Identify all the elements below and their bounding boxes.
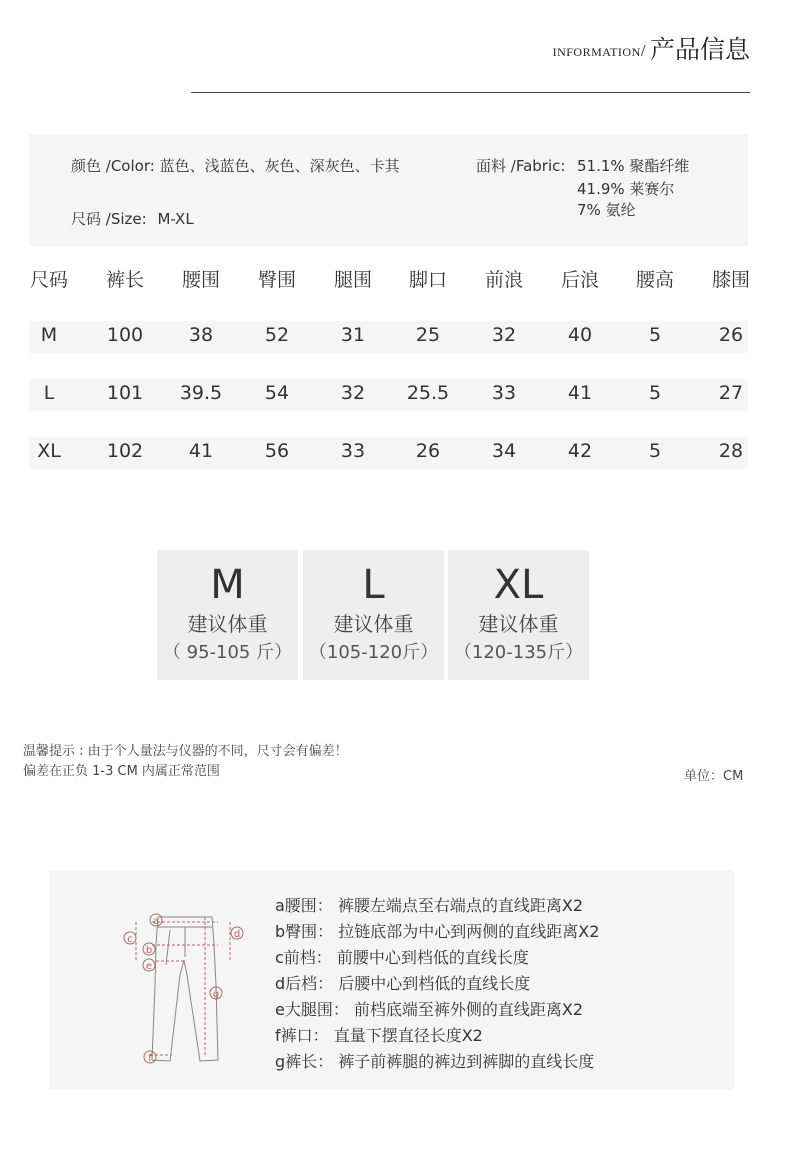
fabric-label: 面料 /Fabric:: [476, 157, 566, 175]
table-header-cell: 后浪: [560, 269, 599, 291]
marker-c-label: c: [127, 934, 133, 945]
color-value: 蓝色、浅蓝色、灰色、深灰色、卡其: [159, 157, 400, 175]
table-cell: 40: [567, 324, 593, 346]
size-value: M-XL: [157, 210, 194, 228]
table-cell: 41: [567, 382, 593, 404]
marker-f-label: f: [148, 1053, 152, 1064]
table-cell: 41: [188, 440, 214, 462]
table-cell: 100: [106, 324, 144, 346]
table-header-cell: 前浪: [484, 269, 523, 291]
measurement-item: d后档： 后腰中心到档低的直线长度: [275, 974, 531, 993]
table-header-cell: 腿围: [333, 269, 372, 291]
card-range: （120-135斤）: [453, 642, 584, 663]
table-cell: 54: [264, 382, 290, 404]
table-cell: 52: [264, 324, 290, 346]
measurement-item: b臀围： 拉链底部为中心到两侧的直线距离X2: [275, 922, 600, 941]
table-cell: M: [40, 324, 58, 346]
measurement-item: g裤长： 裤子前裤腿的裤边到裤脚的直线长度: [275, 1052, 595, 1071]
marker-g-label: g: [212, 989, 220, 1000]
table-cell: 26: [718, 324, 744, 346]
table-cell: 33: [491, 382, 517, 404]
table-cell: 5: [648, 382, 662, 404]
table-cell: XL: [37, 440, 61, 462]
table-cell: 32: [491, 324, 517, 346]
table-cell: 25.5: [406, 382, 450, 404]
section-title: [553, 30, 750, 66]
unit-label: 单位：CM: [684, 769, 744, 784]
color-label: 颜色 /Color:: [71, 157, 155, 175]
table-cell: 27: [718, 382, 744, 404]
measurement-item: a腰围： 裤腰左端点至右端点的直线距离X2: [275, 896, 584, 915]
card-label: 建议体重: [478, 612, 559, 636]
table-cell: 101: [106, 382, 144, 404]
section-title-cn: 产品信息: [649, 35, 750, 64]
weight-card-m: [157, 550, 298, 680]
marker-b-label: b: [145, 945, 153, 956]
table-cell: 32: [340, 382, 366, 404]
measurement-item: e大腿围： 前档底端至裤外侧的直线距离X2: [275, 1000, 584, 1019]
table-cell: 28: [718, 440, 744, 462]
table-cell: 26: [415, 440, 441, 462]
table-cell: 33: [340, 440, 366, 462]
weight-card-xl: [448, 550, 589, 680]
table-header-cell: 臀围: [257, 269, 296, 291]
card-range: （ 95-105 斤）: [162, 642, 293, 663]
card-size: XL: [493, 562, 544, 608]
note-line-2: 偏差在正负 1-3 CM 内属正常范围: [23, 764, 220, 779]
table-header-cell: 腰高: [635, 269, 674, 291]
section-title-en: information/: [552, 41, 646, 60]
table-cell: 56: [264, 440, 290, 462]
card-size: L: [362, 562, 385, 608]
table-cell: 38: [188, 324, 214, 346]
table-header-cell: 脚口: [408, 269, 447, 291]
table-cell: 5: [648, 440, 662, 462]
marker-d-label: d: [233, 929, 241, 940]
fabric-value: 41.9% 莱赛尔: [577, 180, 675, 198]
fabric-value: 7% 氨纶: [577, 201, 636, 219]
card-label: 建议体重: [333, 612, 414, 636]
table-cell: 31: [340, 324, 366, 346]
card-range: （105-120斤）: [308, 642, 439, 663]
table-cell: 39.5: [179, 382, 223, 404]
size-row: [71, 208, 194, 229]
table-cell: 5: [648, 324, 662, 346]
marker-e-label: e: [145, 961, 153, 972]
measurement-item: c前档： 前腰中心到档低的直线长度: [275, 948, 529, 967]
pants-diagram: [100, 905, 270, 1075]
table-header-cell: 裤长: [105, 269, 144, 291]
table-cell: 25: [415, 324, 441, 346]
size-label: 尺码 /Size:: [71, 210, 147, 228]
table-header-cell: 膝围: [711, 269, 750, 291]
table-header-cell: 腰围: [181, 269, 220, 291]
weight-card-l: [303, 550, 444, 680]
header-divider: [191, 92, 750, 93]
note-line-1: 温馨提示 : 由于个人量法与仪器的不同，尺寸会有偏差！: [23, 744, 348, 759]
table-cell: L: [43, 382, 55, 404]
color-row: [71, 155, 400, 176]
pocket-line: [166, 930, 170, 965]
table-cell: 102: [106, 440, 144, 462]
table-header-cell: 尺码: [29, 269, 68, 291]
card-label: 建议体重: [187, 612, 268, 636]
table-cell: 42: [567, 440, 593, 462]
fabric-value: 51.1% 聚酯纤维: [577, 157, 690, 175]
marker-a-label: a: [152, 916, 160, 927]
measurement-item: f裤口： 直量下摆直径长度X2: [275, 1026, 483, 1045]
table-cell: 34: [491, 440, 517, 462]
card-size: M: [210, 562, 245, 608]
